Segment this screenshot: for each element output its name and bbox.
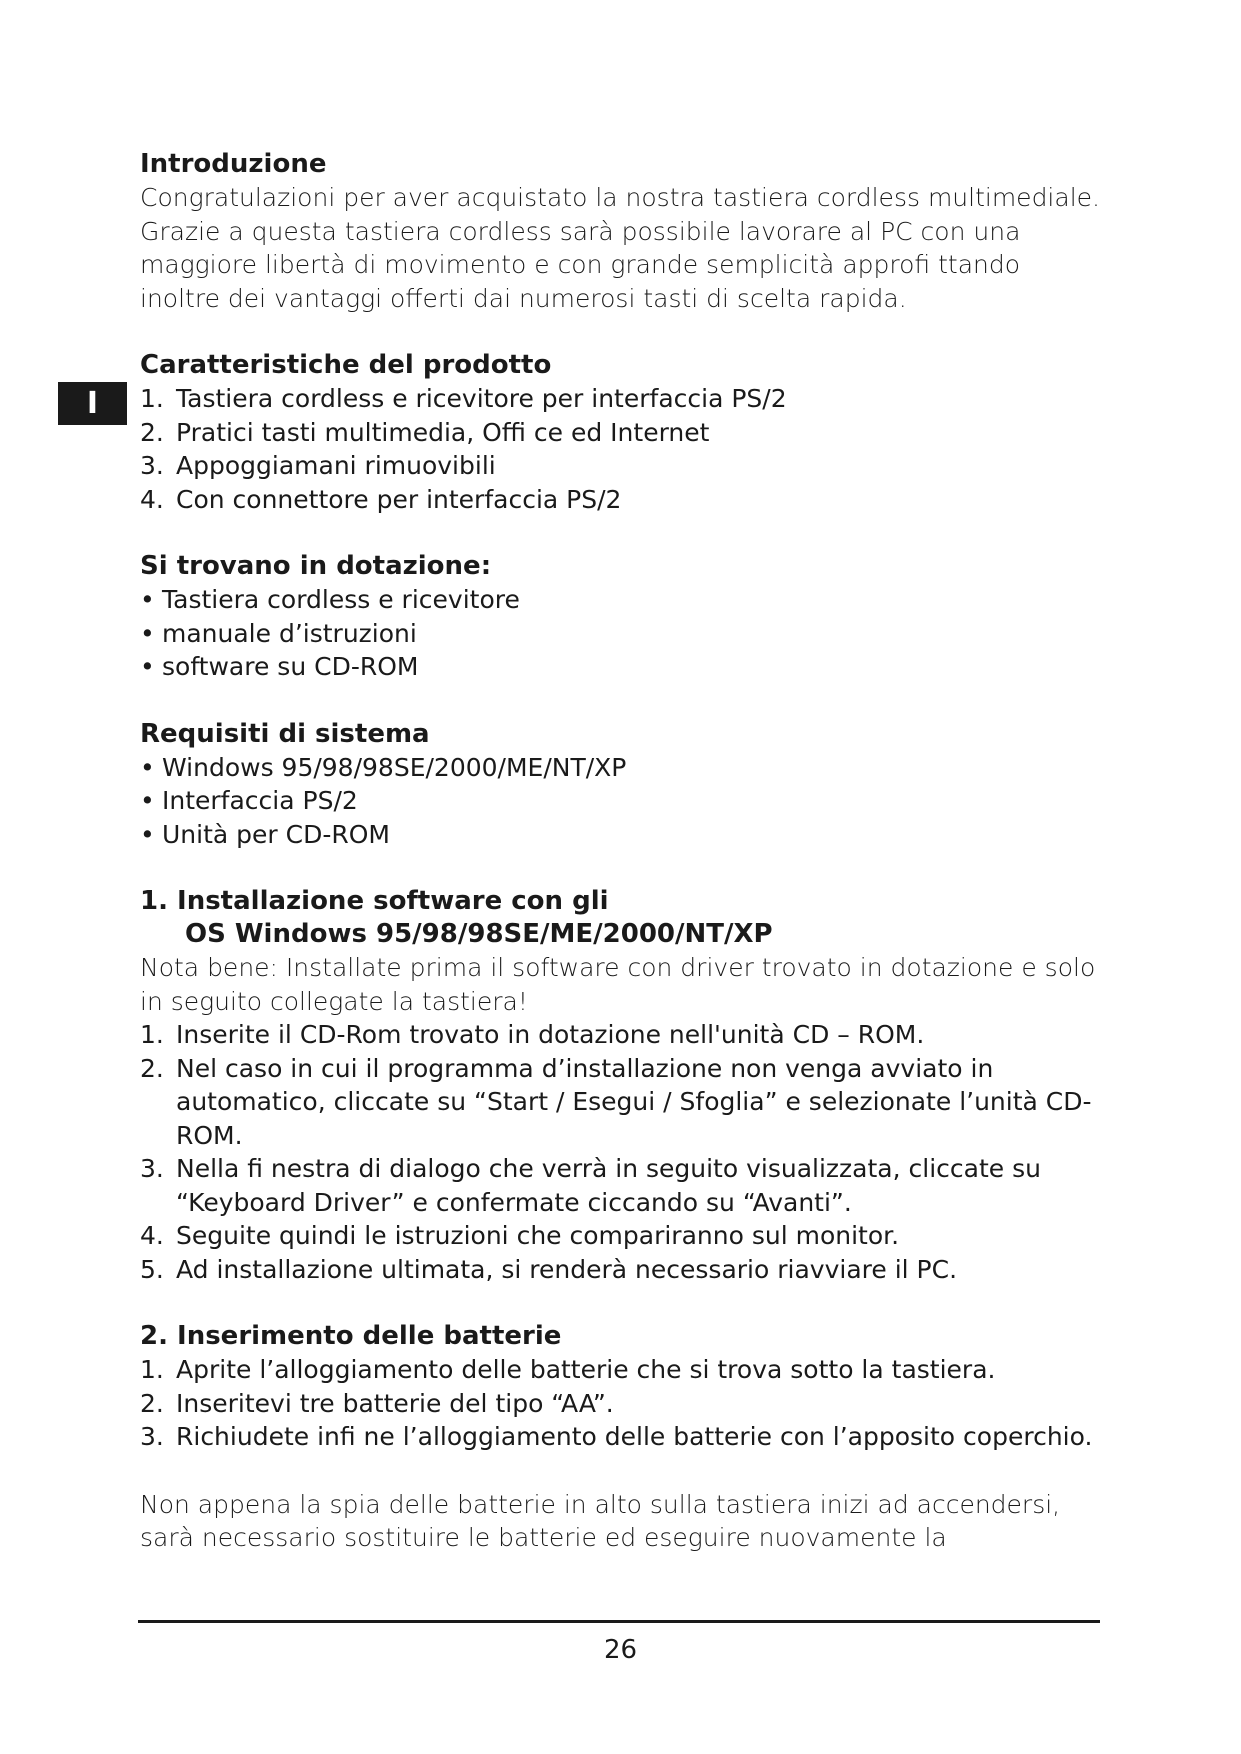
list-item xyxy=(140,583,1100,617)
contents-list xyxy=(140,583,1100,684)
list-item xyxy=(140,1219,1100,1253)
page-number: 26 xyxy=(603,1635,638,1665)
item-number: 4. xyxy=(140,1221,164,1250)
install-heading-line2: OS Windows 95/98/98SE/ME/2000/NT/XP xyxy=(185,919,773,949)
item-text: Con connettore per interfaccia PS/2 xyxy=(176,484,622,514)
bullet-icon: • xyxy=(140,819,155,849)
item-number: 4. xyxy=(140,484,164,514)
item-text: Nella fi nestra di dialogo che verrà in seguito visualizzata, cliccate su “Keyboard Driver” e confermate ciccando su “Avanti”. xyxy=(176,1154,1041,1217)
install-steps xyxy=(140,1018,1100,1286)
requirements-heading: Requisiti di sistema xyxy=(140,718,430,749)
batteries-steps xyxy=(140,1353,1100,1454)
requirements-list xyxy=(140,751,1100,852)
item-text: software su CD-ROM xyxy=(162,652,419,681)
item-number: 2. xyxy=(140,417,164,447)
features-heading: Caratteristiche del prodotto xyxy=(140,350,552,380)
language-tab: I xyxy=(58,382,127,425)
list-item xyxy=(140,1052,1100,1153)
list-item xyxy=(140,1420,1100,1454)
intro-section xyxy=(140,148,1100,315)
batteries-note: Non appena la spia delle batterie in alto sulla tastiera inizi ad accendersi, sarà necessario sostituire le batterie ed eseguire nuovamente la xyxy=(140,1489,1061,1552)
list-item xyxy=(140,416,1100,450)
item-text: Seguite quindi le istruzioni che compariranno sul monitor. xyxy=(176,1221,900,1250)
item-text: Unità per CD-ROM xyxy=(162,819,390,849)
list-item xyxy=(140,617,1100,651)
contents-section xyxy=(140,550,1100,684)
bullet-icon: • xyxy=(140,652,155,681)
item-number: 3. xyxy=(140,1154,164,1183)
item-text: manuale d’istruzioni xyxy=(162,618,417,648)
item-text: Ad installazione ultimata, si renderà necessario riavviare il PC. xyxy=(176,1254,958,1284)
item-number: 1. xyxy=(140,384,164,413)
item-text: Inseritevi tre batterie del tipo “AA”. xyxy=(176,1388,614,1418)
item-number: 2. xyxy=(140,1053,164,1083)
install-heading xyxy=(140,885,1100,951)
list-item xyxy=(140,1018,1100,1052)
install-section xyxy=(140,885,1100,1286)
list-item xyxy=(140,751,1100,785)
features-section xyxy=(140,349,1100,516)
bullet-icon: • xyxy=(140,585,155,614)
list-item xyxy=(140,650,1100,684)
item-number: 3. xyxy=(140,1422,164,1451)
batteries-heading: 2. Inserimento delle batterie xyxy=(140,1321,562,1351)
install-note: Nota bene: Installate prima il software con driver trovato in dotazione e solo in seguito collegate la tastiera! xyxy=(140,953,1096,1016)
item-number: 5. xyxy=(140,1254,164,1284)
item-number: 1. xyxy=(140,1355,164,1384)
item-text: Interfaccia PS/2 xyxy=(162,786,358,815)
features-list xyxy=(140,382,1100,516)
list-item xyxy=(140,1253,1100,1287)
list-item xyxy=(140,818,1100,852)
item-text: Tastiera cordless e ricevitore xyxy=(162,585,520,614)
item-text: Appoggiamani rimuovibili xyxy=(176,451,496,480)
item-text: Tastiera cordless e ricevitore per interfaccia PS/2 xyxy=(176,384,787,413)
item-number: 3. xyxy=(140,451,164,480)
item-number: 2. xyxy=(140,1388,164,1418)
contents-heading: Si trovano in dotazione: xyxy=(140,551,492,581)
bullet-icon: • xyxy=(140,752,155,782)
install-heading-line1: 1. Installazione software con gli xyxy=(140,886,609,916)
item-text: Nel caso in cui il programma d’installazione non venga avviato in automatico, cliccate su “Start / Esegui / Sfoglia” e selezionate l’unità CD-ROM. xyxy=(176,1053,1092,1150)
list-item xyxy=(140,483,1100,517)
item-text: Windows 95/98/98SE/2000/ME/NT/XP xyxy=(162,752,627,782)
list-item xyxy=(140,784,1100,818)
batteries-section xyxy=(140,1320,1100,1555)
item-text: Aprite l’alloggiamento delle batterie che si trova sotto la tastiera. xyxy=(176,1355,996,1384)
list-item xyxy=(140,1152,1100,1219)
list-item xyxy=(140,449,1100,483)
requirements-section xyxy=(140,718,1100,852)
item-text: Richiudete infi ne l’alloggiamento delle batterie con l’apposito coperchio. xyxy=(176,1422,1093,1451)
list-item xyxy=(140,1387,1100,1421)
intro-heading: Introduzione xyxy=(140,149,327,179)
list-item xyxy=(140,382,1100,416)
footer-divider xyxy=(138,1620,1100,1623)
intro-text: Congratulazioni per aver acquistato la nostra tastiera cordless multimediale. Grazie a questa tastiera cordless sarà possibile lavorare al PC con una maggiore libertà di movimento e con grande semplicità approfi ttando inoltre dei vantaggi offerti dai numerosi tasti di scelta rapida. xyxy=(140,183,1100,313)
bullet-icon: • xyxy=(140,786,155,815)
item-number: 1. xyxy=(140,1020,164,1049)
list-item xyxy=(140,1353,1100,1387)
bullet-icon: • xyxy=(140,618,155,648)
item-text: Pratici tasti multimedia, Offi ce ed Internet xyxy=(176,417,710,447)
item-text: Inserite il CD-Rom trovato in dotazione nell'unità CD – ROM. xyxy=(176,1020,925,1049)
manual-page xyxy=(140,148,1100,1555)
